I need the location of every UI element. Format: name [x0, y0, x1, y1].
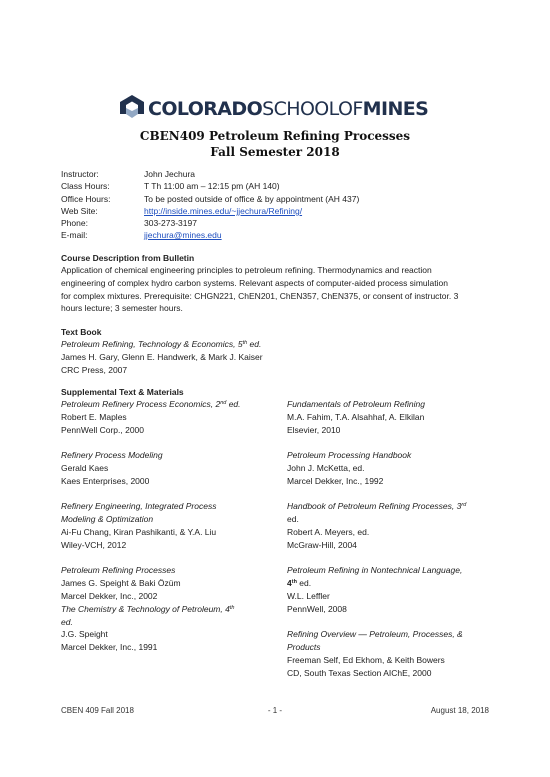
book-title: Refinery Engineering, Integrated Process: [61, 501, 217, 512]
info-row-website: [61, 205, 302, 217]
description-line: Application of chemical engineering principles to petroleum refining. Thermodynamics and reaction: [61, 265, 432, 275]
info-value: 303-273-3197: [144, 218, 197, 228]
book-author: James G. Speight & Baki Özüm: [61, 578, 181, 589]
book-author: J.G. Speight: [61, 629, 108, 640]
description-line: engineering of complex hydro carbon systems. Relevant aspects of computer-aided process simulation: [61, 277, 448, 288]
footer-left: CBEN 409 Fall 2018: [61, 706, 134, 715]
text-book-authors: James H. Gary, Glenn E. Handwerk, & Mark J. Kaiser: [61, 351, 263, 362]
info-label: Web Site:: [61, 206, 98, 216]
book-author: Gerald Kaes: [61, 462, 109, 473]
text-book-publisher: CRC Press, 2007: [61, 364, 128, 375]
footer-date: August 18, 2018: [430, 706, 489, 715]
book-publisher: Marcel Dekker, Inc., 1992: [287, 475, 384, 486]
mines-logo-icon: [118, 94, 146, 122]
supplemental-heading: Supplemental Text & Materials: [61, 387, 184, 397]
info-label: Class Hours:: [61, 181, 110, 191]
book-title: [61, 603, 276, 616]
book-title-cont: Products: [287, 642, 321, 653]
book-publisher: Marcel Dekker, Inc., 1991: [61, 642, 158, 653]
book-publisher: Elsevier, 2010: [287, 424, 341, 435]
course-title: CBEN409 Petroleum Refining Processes: [139, 129, 411, 143]
book-author: Robert A. Meyers, ed.: [287, 526, 370, 537]
logo-wordmark: [148, 98, 428, 120]
book-author: Robert E. Maples: [61, 411, 127, 422]
book-title-cont: ed.: [61, 616, 73, 627]
supplemental-left-column: [61, 398, 276, 654]
book-title-text: Petroleum Refinery Process Economics, 2: [61, 399, 221, 409]
description-line: for complex mixtures. Prerequisite: CHGN221, ChEN201, ChEN357, ChEN375, or consent of instructor. 3: [61, 290, 459, 301]
info-value: John Jechura: [144, 169, 196, 179]
book-publisher: McGraw-Hill, 2004: [287, 539, 357, 550]
book-edition-sup: th: [291, 579, 297, 586]
footer-page-number: - 1 -: [267, 706, 283, 715]
book-title: [61, 398, 276, 411]
book-edition-suffix: ed.: [296, 578, 312, 589]
book-title: Fundamentals of Petroleum Refining: [287, 399, 425, 409]
text-book-heading: Text Book: [61, 327, 102, 337]
text-book-title-sup: th: [242, 340, 248, 346]
info-value: To be posted outside of office & by appointment (AH 437): [144, 194, 360, 204]
info-label: Phone:: [61, 218, 88, 228]
text-book-title: [61, 338, 491, 351]
book-title-sup: rd: [461, 502, 467, 509]
book-title-sup: th: [229, 604, 235, 611]
logo-word-school: SCHOOL: [262, 98, 338, 120]
book-author: M.A. Fahim, T.A. Alsahhaf, A. Elkilan: [287, 411, 425, 422]
book-title: [287, 500, 502, 513]
info-label: Instructor:: [61, 169, 99, 179]
book-title-cont: ed.: [287, 514, 299, 525]
info-row-office-hours: [61, 193, 359, 205]
book-author: W.L. Leffler: [287, 590, 330, 601]
book-publisher: PennWell, 2008: [287, 603, 347, 614]
book-publisher: Marcel Dekker, Inc., 2002: [61, 590, 158, 601]
book-title-text: Handbook of Petroleum Refining Processes, 3: [287, 501, 462, 512]
mines-logo: [118, 94, 438, 122]
book-publisher: Wiley-VCH, 2012: [61, 539, 127, 550]
book-author: Freeman Self, Ed Ekhom, & Keith Bowers: [287, 654, 445, 665]
semester-title: Fall Semester 2018: [210, 145, 340, 159]
course-description-body: [61, 264, 491, 315]
book-author: Ai-Fu Chang, Kiran Pashikanti, & Y.A. Liu: [61, 526, 217, 537]
book-title: Petroleum Refining Processes: [61, 565, 176, 576]
course-description-heading: Course Description from Bulletin: [61, 253, 195, 263]
book-title-text: The Chemistry & Technology of Petroleum, 4: [61, 603, 230, 614]
info-row-instructor: [61, 168, 195, 180]
info-label: E-mail:: [61, 230, 88, 240]
info-label: Office Hours:: [61, 194, 111, 204]
book-publisher: PennWell Corp., 2000: [61, 424, 145, 435]
book-author: John J. McKetta, ed.: [287, 462, 365, 473]
logo-word-mines: MINES: [362, 98, 429, 120]
text-book-title-text: Petroleum Refining, Technology & Economics, 5: [61, 339, 243, 349]
book-publisher: Kaes Enterprises, 2000: [61, 475, 150, 486]
info-row-class-hours: [61, 180, 280, 192]
info-row-email: [61, 229, 222, 241]
book-edition-number: 4: [287, 578, 292, 589]
book-title-sup: nd: [220, 400, 227, 406]
book-edition: [287, 577, 502, 590]
book-title: Petroleum Refining in Nontechnical Language,: [287, 565, 463, 576]
book-title-cont: Modeling & Optimization: [61, 514, 154, 525]
info-row-phone: [61, 217, 197, 229]
description-line: hours lecture; 3 semester hours.: [61, 303, 183, 314]
book-title: Petroleum Processing Handbook: [287, 450, 412, 461]
book-title-suffix: ed.: [226, 399, 241, 409]
supplemental-right-column: [287, 398, 502, 680]
text-book-entry: [61, 338, 491, 376]
logo-word-of: OF: [337, 98, 363, 120]
website-link[interactable]: http://inside.mines.edu/~jjechura/Refining/: [144, 206, 303, 216]
book-publisher: CD, South Texas Section AIChE, 2000: [287, 667, 432, 678]
email-link[interactable]: jjechura@mines.edu: [144, 230, 222, 240]
info-value: T Th 11:00 am – 12:15 pm (AH 140): [144, 181, 280, 191]
text-book-title-suffix: ed.: [247, 339, 262, 349]
book-title: Refinery Process Modeling: [61, 450, 163, 461]
book-title: Refining Overview — Petroleum, Processes, &: [287, 629, 463, 640]
logo-word-colorado: COLORADO: [148, 98, 263, 120]
